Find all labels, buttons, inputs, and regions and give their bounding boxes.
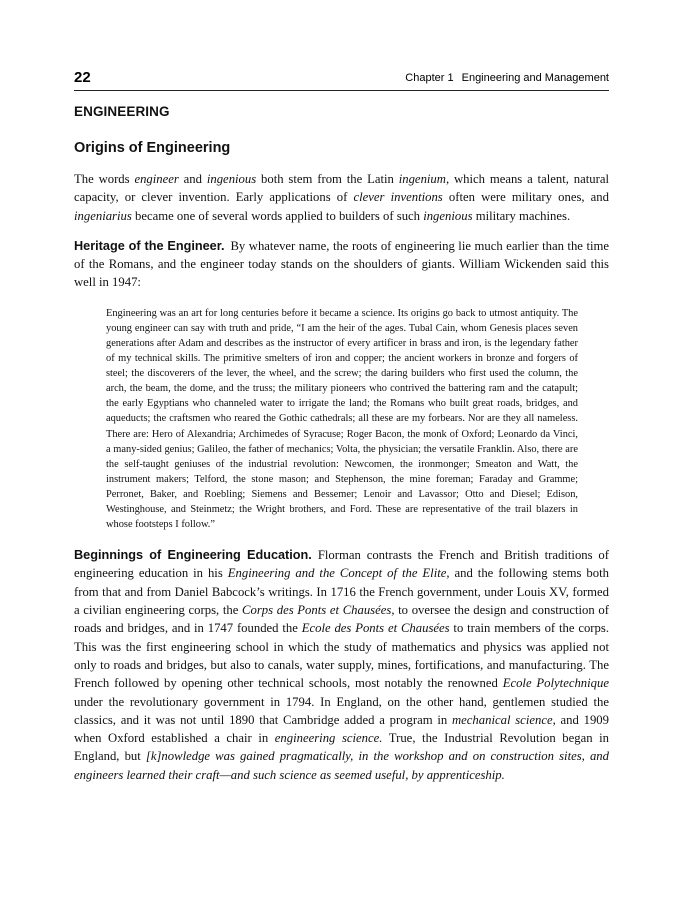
education-heading: Beginnings of Engineering Education. [74,548,312,563]
section-heading: ENGINEERING [74,104,170,119]
chapter-reference [405,72,609,84]
running-header [74,68,609,91]
chapter-label: Chapter 1 [405,72,454,84]
page-content [74,104,609,796]
heritage-heading: Heritage of the Engineer. [74,238,225,253]
intro-paragraph: The words engineer and ingenious both stem from the Latin ingenium, which means a talent, natural capacity, or clever invention. Early applications of clever inventions often were military ones, and ingeniarius became one of several words applied to builders of such ingenious military machines. [74,172,609,223]
block-quote: Engineering was an art for long centuries before it became a science. Its origins go back to utmost antiquity. The young engineer can say with truth and pride, “I am the heir of the ages. Tubal Cain, whom Genesis places seven generations after Adam and describes as the instructor of every artificer in brass and iron, is the legendary father of my technical skills. The primitive smelters of iron and copper; the ancient workers in bronze and forgers of steel; the discoverers of the lever, the wheel, and the screw; the daring builders who first used the column, the arch, the beam, the dome, and the truss; the military pioneers who contrived the battering ram and the catapult; the early Egyptians who channeled water to irrigate the land; the Romans who built great roads, bridges, and aqueducts; the craftsmen who reared the Gothic cathedrals; all these are my forbears. Nor are they all nameless. There are: Hero of Alexandria; Archimedes of Syracuse; Roger Bacon, the monk of Oxford; Leonardo da Vinci, a many-sided genius; Galileo, the father of mechanics; Volta, the physician; the versatile Franklin. Also, there are the self-taught geniuses of the industrial revolution: Newcomen, the ironmonger; Smeaton and Watt, the instrument makers; Telford, the stone mason; and Stephenson, the mine foreman; Faraday and Gramme; Perronet, Baker, and Roebling; Siemens and Bessemer; Lenoir and Lavassor; Otto and Diesel; Edison, Westinghouse, and Steinmetz; the Wright brothers, and Ford. These are representative of the trail blazers in whose footsteps I follow.” [106,307,578,531]
heritage-paragraph [74,237,609,292]
page-number: 22 [74,69,91,86]
chapter-title: Engineering and Management [461,72,609,84]
heritage-text: By whatever name, the roots of engineering lie much earlier than the time of the Romans, and the engineer today stands on the shoulders of giants. William Wickenden said this well in 1947: [74,238,609,290]
subsection-heading: Origins of Engineering [74,140,231,156]
education-paragraph: Beginnings of Engineering Education. Florman contrasts the French and British traditions of engineering education in his Engineering and the Concept of the Elite, and the following stems both from that and from Daniel Babcock’s writings. In 1716 the French government, under Louis XV, formed a civilian engineering corps, the Corps des Ponts et Chausées, to oversee the design and construction of roads and bridges, and in 1747 founded the Ecole des Ponts et Chausées to train members of the corps. This was the first engineering school in which the study of mathematics and physics was applied not only to roads and bridges, but also to canals, water supply, mines, fortifications, and manufacturing. The French followed by opening other technical schools, most notably the renowned Ecole Polytechnique under the revolutionary government in 1794. In England, on the other hand, gentlemen studied the classics, and it was not until 1890 that Cambridge added a program in mechanical science, and 1909 when Oxford established a chair in engineering science. True, the Industrial Revolution began in England, but [k]nowledge was gained pragmatically, in the workshop and on construction sites, and engineers learned their craft—and such science as seemed useful, by apprenticeship. [74,548,610,782]
